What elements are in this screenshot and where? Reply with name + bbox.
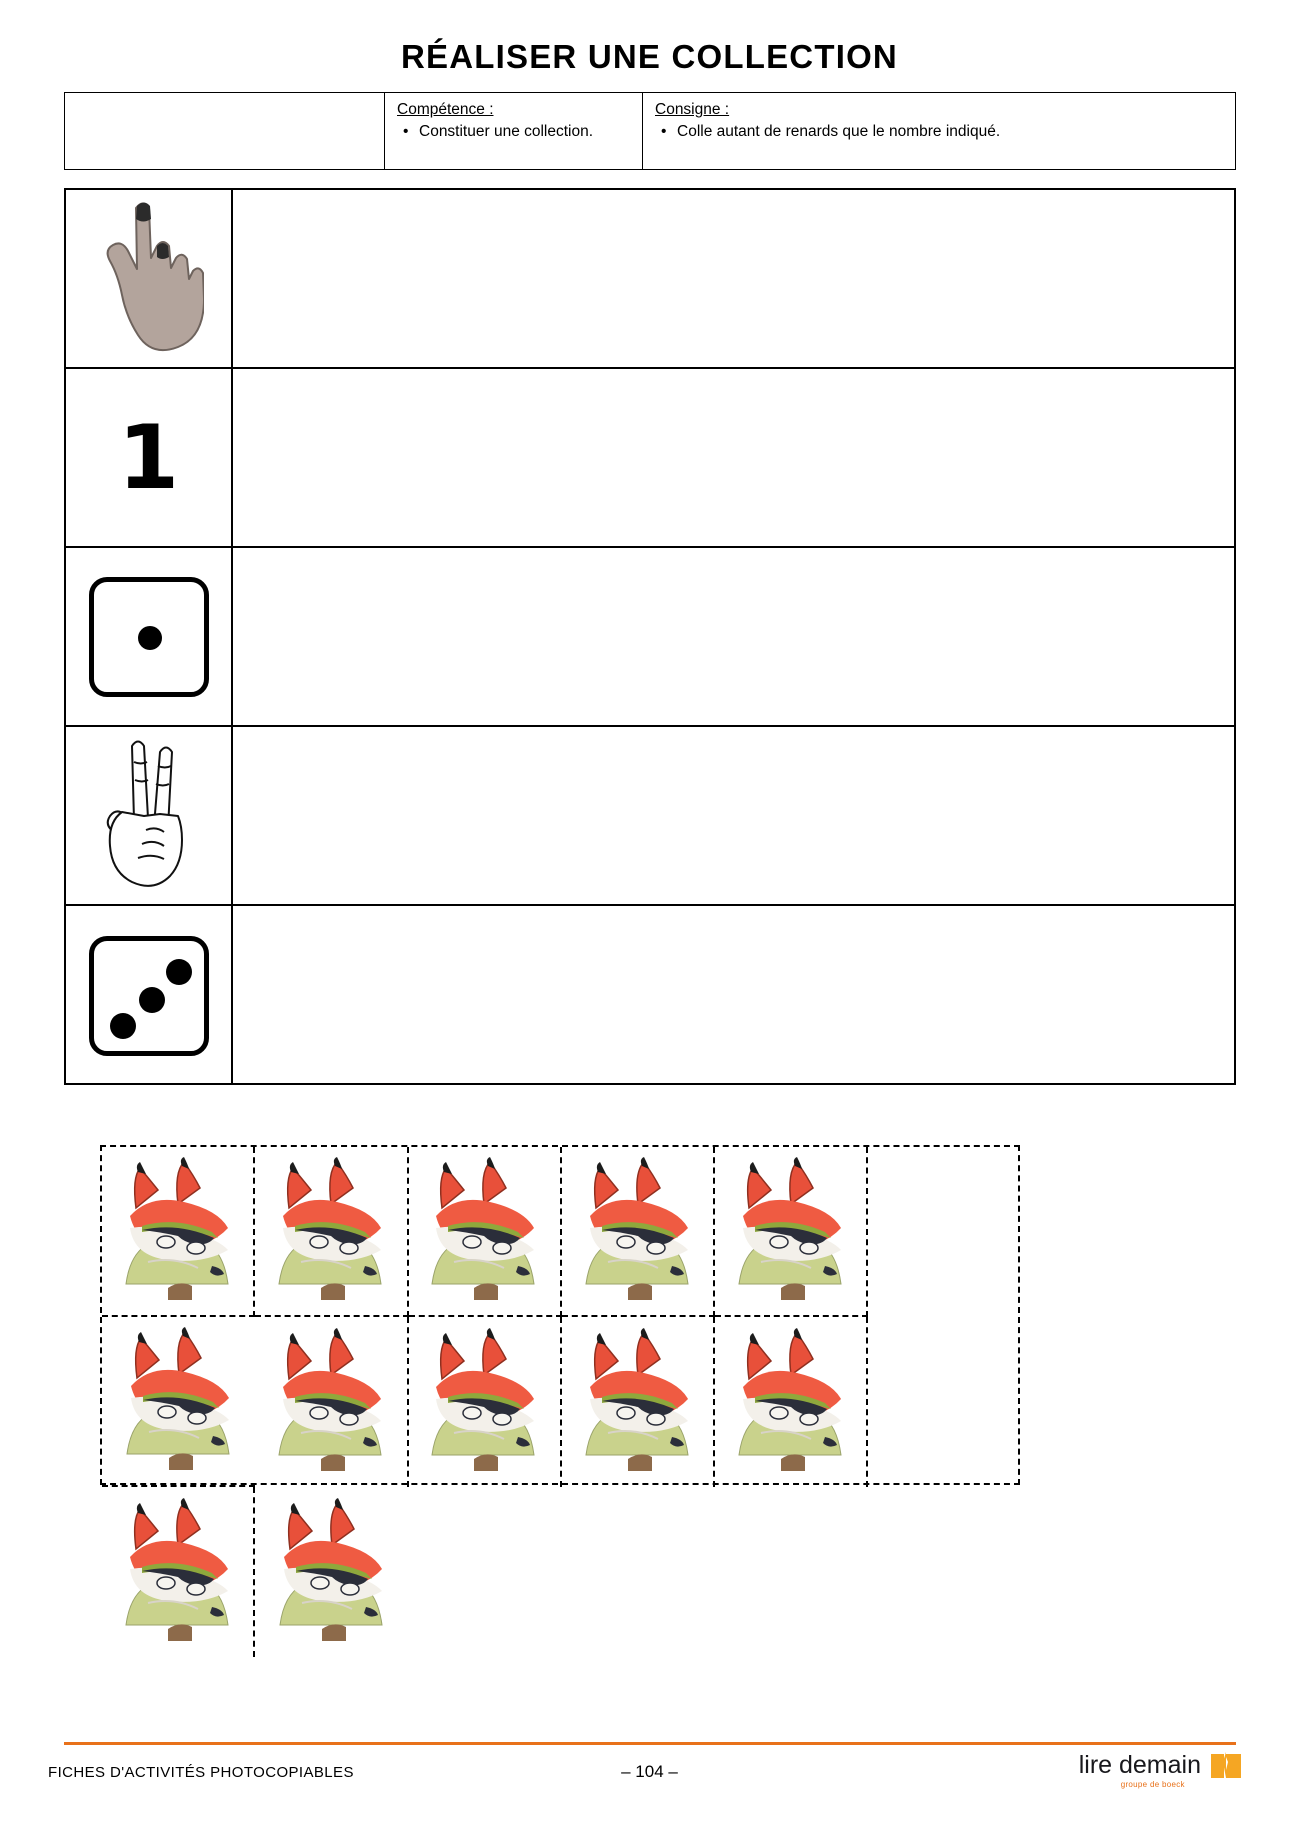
fox-icon	[108, 1497, 248, 1647]
competence-label: Compétence :	[397, 101, 494, 118]
cue-cell-hand-two	[66, 727, 233, 904]
answer-cell[interactable]	[233, 727, 1234, 904]
hand-two-fingers-icon	[94, 732, 204, 900]
fox-icon	[109, 1326, 249, 1476]
cutout-fox-item[interactable]	[562, 1317, 715, 1487]
fox-icon	[262, 1497, 402, 1647]
exercise-row	[66, 190, 1234, 369]
header-info-table	[64, 92, 1236, 170]
cutout-fox-item[interactable]	[715, 1317, 868, 1487]
footer-left-text: FICHES D'ACTIVITÉS PHOTOCOPIABLES	[48, 1764, 354, 1781]
cutout-fox-item[interactable]	[409, 1317, 562, 1487]
consigne-label: Consigne :	[655, 101, 730, 118]
fox-icon	[108, 1156, 248, 1306]
fox-icon	[414, 1156, 554, 1306]
numeral-cue: 1	[117, 405, 180, 509]
exercise-row	[66, 727, 1234, 906]
logo-text: lire demain	[1078, 1750, 1201, 1779]
dice-pip	[110, 1013, 136, 1039]
page-number: – 104 –	[621, 1762, 678, 1781]
logo-text-wrapper	[1078, 1750, 1201, 1789]
cutout-fox-item[interactable]	[255, 1147, 408, 1317]
competence-item: • Constituer une collection.	[397, 122, 632, 143]
header-consigne-cell	[643, 93, 1235, 169]
cutout-fox-item[interactable]	[255, 1317, 408, 1487]
cutout-fox-item[interactable]	[562, 1147, 715, 1317]
dice-one-icon	[89, 577, 209, 697]
cue-cell-numeral	[66, 369, 233, 546]
logo-subtext: groupe de boeck	[1120, 1779, 1185, 1789]
cue-cell-dice-one	[66, 548, 233, 725]
fox-icon	[414, 1327, 554, 1477]
cutout-grid	[100, 1145, 1020, 1485]
header-competence-cell	[385, 93, 643, 169]
cutout-fox-item[interactable]	[102, 1487, 255, 1657]
exercise-table	[64, 188, 1236, 1085]
answer-cell[interactable]	[233, 369, 1234, 546]
answer-cell[interactable]	[233, 548, 1234, 725]
consigne-item: • Colle autant de renards que le nombre indiqué.	[655, 122, 1225, 143]
fox-icon	[721, 1327, 861, 1477]
cutout-fox-item[interactable]	[102, 1317, 255, 1487]
hand-one-finger-icon	[94, 196, 204, 361]
cutout-fox-item[interactable]	[409, 1147, 562, 1317]
dice-pip	[138, 626, 162, 650]
cutout-fox-item[interactable]	[255, 1487, 408, 1657]
dice-three-icon	[89, 936, 209, 1056]
header-blank-cell	[65, 93, 385, 169]
fox-icon	[568, 1327, 708, 1477]
fox-icon	[261, 1156, 401, 1306]
dice-pip	[139, 987, 165, 1013]
fox-icon	[568, 1156, 708, 1306]
cue-cell-dice-three	[66, 906, 233, 1085]
exercise-row	[66, 548, 1234, 727]
publisher-logo	[1078, 1750, 1243, 1789]
cutout-fox-item[interactable]	[715, 1147, 868, 1317]
cutout-fox-item[interactable]	[102, 1147, 255, 1317]
book-logo-icon	[1209, 1750, 1243, 1780]
footer-divider	[64, 1742, 1236, 1745]
answer-cell[interactable]	[233, 906, 1234, 1085]
page-title: RÉALISER UNE COLLECTION	[401, 38, 898, 75]
exercise-row	[66, 906, 1234, 1085]
dice-pip	[166, 959, 192, 985]
exercise-row	[66, 369, 1234, 548]
fox-icon	[721, 1156, 861, 1306]
answer-cell[interactable]	[233, 190, 1234, 367]
cue-cell-hand-one	[66, 190, 233, 367]
fox-icon	[261, 1327, 401, 1477]
